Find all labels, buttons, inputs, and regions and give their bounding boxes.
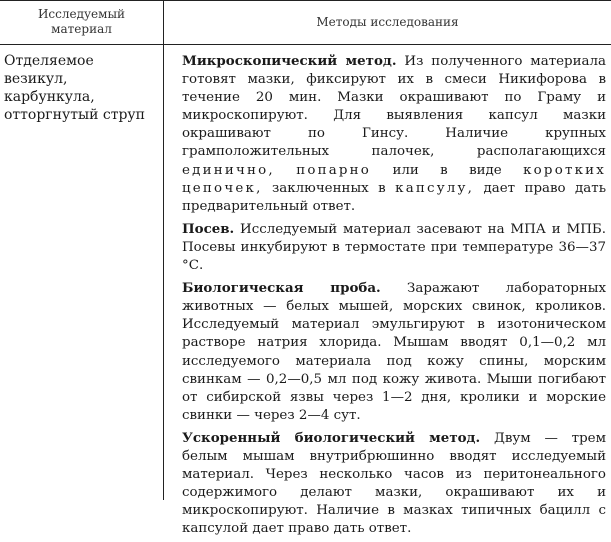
rapid-bio-paragraph: Ускоренный биологический метод. Двум — трем белым мышам внутрибрюшинно вводят исследуемый материал. Через несколько часов из перитонеального содержимого делают мазки, окрашивают их и микроскопируют. Наличие в мазках типичных бацилл с капсулой дает право дать ответ.	[182, 429, 606, 537]
header-material: Исследуемый материал	[37, 7, 126, 36]
header-bottom-border	[0, 44, 611, 45]
micro-method-paragraph: Микроскопический метод. Из полученного материала готовят мазки, фиксируют их в смеси Никифорова в течение 20 мин. Мазки окрашивают по Граму и микроскопируют. Для выявления капсул мазки окрашивают по Гинсу. Наличие крупных грамположительных палочек, располагающихся единично, попарно или в виде коротких цепочек, заключенных в капсулу, дает право дать предварительный ответ.	[182, 53, 607, 214]
sowing-paragraph: Посев. Исследуемый материал засевают на МПА и МПБ. Посевы инкубируют в термостате при температуре 36—37 °С.	[182, 220, 606, 274]
material-cell: Отделяемое везикул, карбункула, отторгнутый струп	[4, 53, 145, 123]
bio-test-title: Биологическая проба.	[182, 280, 381, 297]
header-methods: Методы исследования	[316, 14, 459, 29]
column-divider	[163, 0, 164, 500]
bio-test-paragraph: Биологическая проба. Заражают лабораторных животных — белых мышей, морских свинок, кроликов. Исследуемый материал эмульгируют в изотоническом растворе натрия хлорида. Мышам вводят 0,1—0,2 мл исследуемого материала под кожу спины, морским свинкам — 0,2—0,5 мл под кожу живота. Мыши погибают от сибирской язвы через 1—2 дня, кролики и морские свинки — через 2—4 сут.	[182, 280, 607, 423]
rapid-bio-title: Ускоренный биологический метод.	[182, 429, 481, 446]
micro-method-title: Микроскопический метод.	[182, 53, 397, 69]
sowing-title: Посев.	[182, 220, 235, 237]
methods-cell	[182, 52, 606, 542]
